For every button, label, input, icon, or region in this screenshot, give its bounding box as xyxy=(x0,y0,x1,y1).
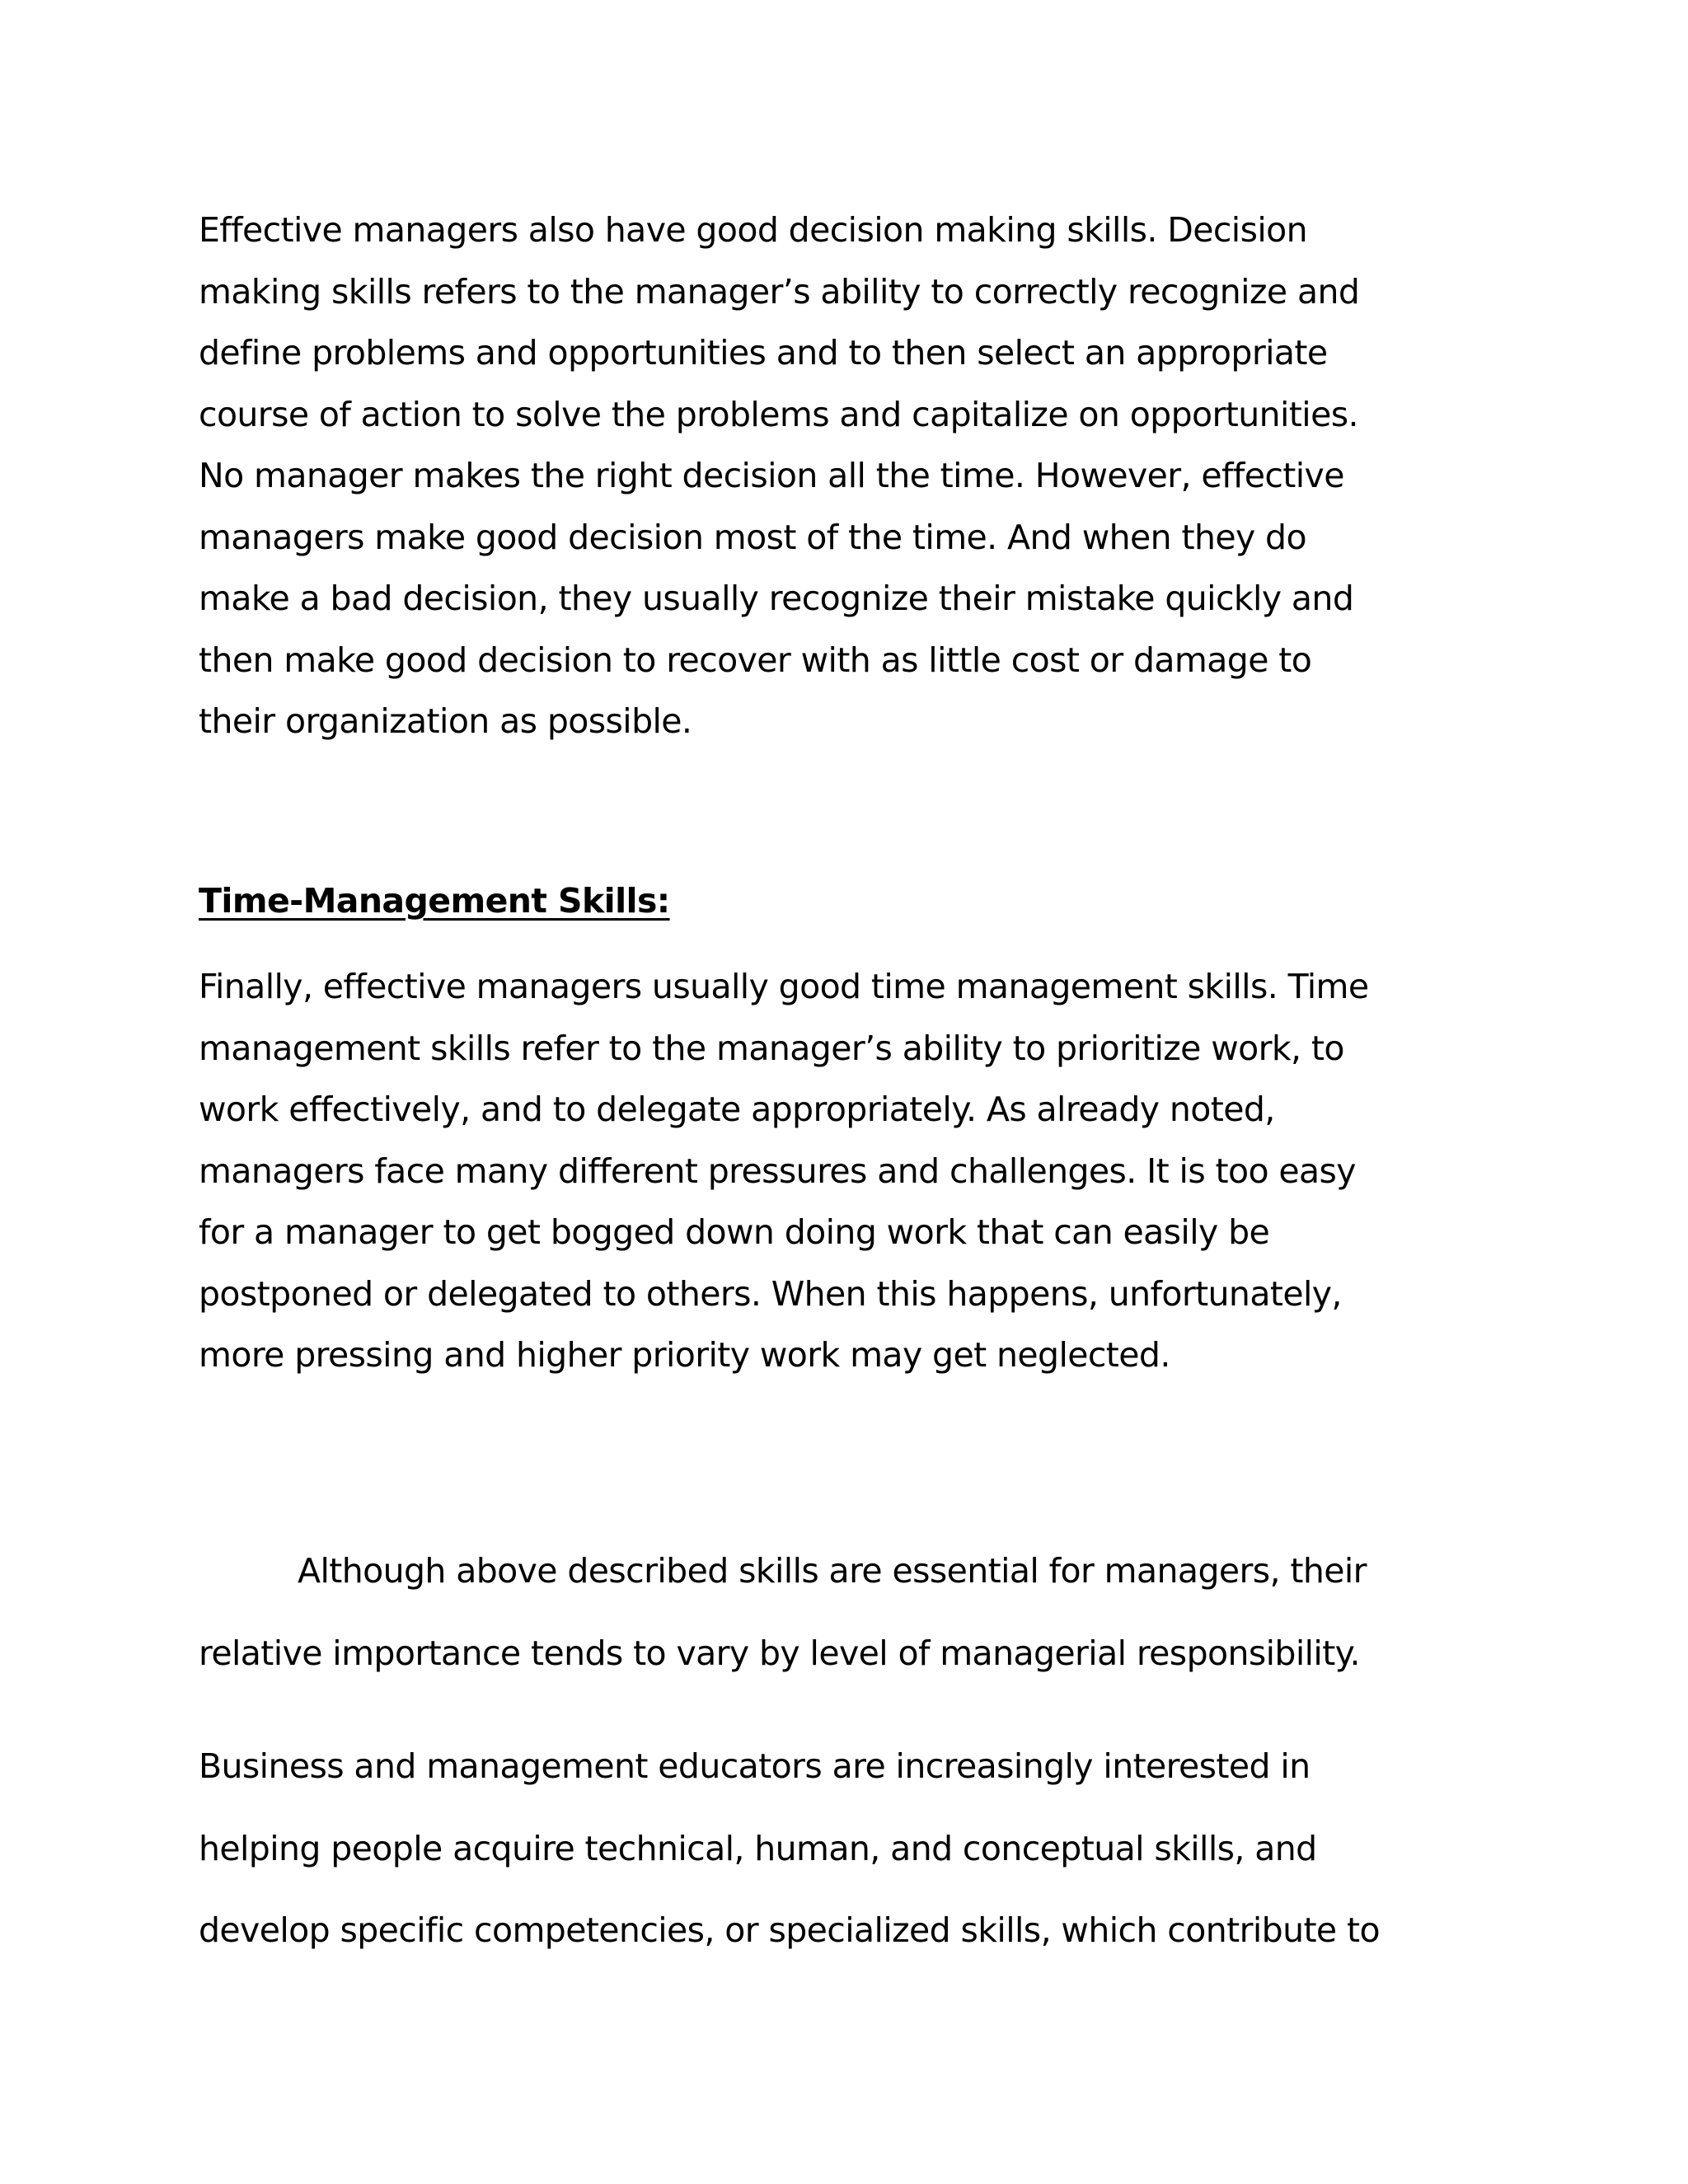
text-line: course of action to solve the problems and capitalize on opportunities. xyxy=(199,394,1358,434)
section-heading-time-management: Time-Management Skills: xyxy=(199,881,670,921)
text-line: develop specific competencies, or specialized skills, which contribute to xyxy=(199,1910,1380,1950)
text-line: making skills refers to the manager’s ability to correctly recognize and xyxy=(199,271,1360,312)
text-line: work effectively, and to delegate appropriately. As already noted, xyxy=(199,1090,1275,1129)
text-line: No manager makes the right decision all the time. However, effective xyxy=(199,456,1344,495)
paragraph-decision-making xyxy=(199,199,1484,752)
text-line: managers make good decision most of the time. And when they do xyxy=(199,517,1306,557)
paragraph-time-management xyxy=(199,956,1484,1386)
paragraph-relative-importance xyxy=(199,1530,1484,1694)
text-line: relative importance tends to vary by level of managerial responsibility. xyxy=(199,1633,1360,1673)
text-line: their organization as possible. xyxy=(199,701,692,741)
text-line: Although above described skills are essential for managers, their xyxy=(298,1551,1367,1591)
text-line: define problems and opportunities and to then select an appropriate xyxy=(199,333,1328,373)
text-line: for a manager to get bogged down doing work that can easily be xyxy=(199,1212,1270,1252)
text-line: Effective managers also have good decision making skills. Decision xyxy=(199,210,1308,250)
text-line: more pressing and higher priority work may get neglected. xyxy=(199,1335,1170,1375)
paragraph-educators xyxy=(199,1726,1484,1972)
text-line: Business and management educators are increasingly interested in xyxy=(199,1746,1311,1786)
text-line: Finally, effective managers usually good time management skills. Time xyxy=(199,967,1369,1006)
text-line: make a bad decision, they usually recognize their mistake quickly and xyxy=(199,579,1354,618)
text-line: management skills refer to the manager’s ability to prioritize work, to xyxy=(199,1028,1344,1068)
text-line: then make good decision to recover with as little cost or damage to xyxy=(199,640,1312,680)
text-line: postponed or delegated to others. When this happens, unfortunately, xyxy=(199,1273,1342,1314)
text-line: helping people acquire technical, human, and conceptual skills, and xyxy=(199,1828,1317,1868)
text-line: managers face many different pressures and challenges. It is too easy xyxy=(199,1151,1356,1191)
